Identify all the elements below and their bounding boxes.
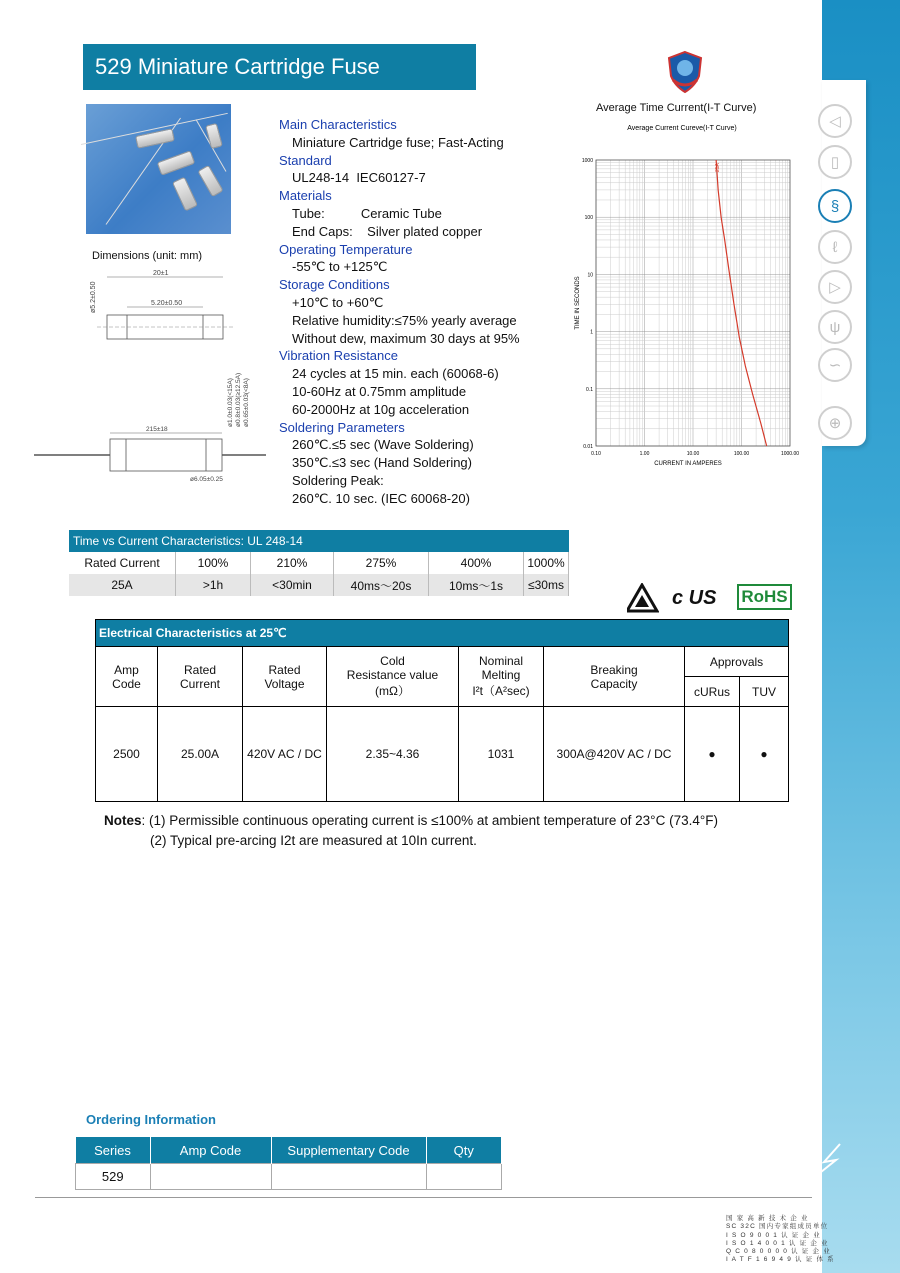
characteristic-heading: Vibration Resistance: [279, 348, 398, 364]
it-curve-chart: [570, 118, 802, 472]
table-cell: <30min: [251, 574, 334, 596]
ordering-cell-series: 529: [76, 1164, 151, 1190]
y-tick-label: 0.01: [583, 444, 593, 450]
characteristic-value: 260℃.≤5 sec (Wave Soldering): [292, 437, 474, 453]
coil-icon: ∽: [818, 348, 852, 382]
lead-diameter-1: ø1.0±0.03(<15A): [227, 378, 234, 427]
note-2: (2) Typical pre-arcing I2t are measured at 10In current.: [150, 833, 477, 848]
ordering-header-supplementary: Supplementary Code: [271, 1137, 426, 1164]
chart-y-axis-label: TIME IN SECONDS: [575, 276, 581, 330]
characteristic-value: +10℃ to +60℃: [292, 294, 384, 310]
header-approvals: Approvals: [685, 647, 789, 677]
ordering-header-series: Series: [76, 1137, 151, 1164]
diameter-label: ø5.2±0.50: [90, 281, 97, 313]
x-tick-label: 1.00: [639, 451, 650, 457]
characteristic-value: Soldering Peak:: [292, 472, 384, 488]
characteristic-value: 24 cycles at 15 min. each (60068-6): [292, 366, 499, 382]
cell-cold-resistance: 2.35~4.36: [327, 707, 459, 802]
axial-diameter-label: ø6.05±0.25: [190, 476, 223, 483]
characteristic-heading: Materials: [279, 188, 332, 204]
y-tick-label: 100: [584, 215, 593, 222]
characteristic-heading: Main Characteristics: [279, 117, 397, 132]
header-nominal-melting: Nominal Melting I²t（A²sec): [459, 647, 544, 707]
footer-line: I S O 1 4 0 0 1 认 证 企 业: [726, 1239, 829, 1247]
ordering-cell-supplementary: [271, 1164, 426, 1190]
header-rated-current: Rated Current: [158, 647, 243, 707]
company-logo: [665, 50, 705, 94]
ordering-table: [75, 1137, 502, 1190]
x-tick-label: 0.10: [591, 451, 601, 457]
dimensions-label: Dimensions (unit: mm): [92, 250, 203, 262]
footer-line: 国 家 高 新 技 术 企 业: [726, 1215, 809, 1222]
note-1: : (1) Permissible continuous operating current is ≤100% at ambient temperature of 23°C (73.4°F): [141, 813, 718, 828]
cell-curus: ●: [685, 707, 740, 802]
characteristic-value: End Caps: Silver plated copper: [292, 223, 483, 239]
footer-line: I A T F 1 6 9 4 9 认 证 体 系: [726, 1256, 835, 1264]
footer-certifications: [726, 1215, 835, 1265]
characteristic-heading: Storage Conditions: [279, 277, 390, 293]
characteristic-value: Without dew, maximum 30 days at 95%: [292, 330, 520, 346]
globe-icon: ⊕: [818, 406, 852, 440]
chart-grid: [596, 160, 790, 446]
table-cell: 275%: [334, 552, 429, 574]
characteristic-value: UL248-14 IEC60127-7: [292, 170, 426, 186]
axial-length-label: 215±18: [146, 426, 168, 433]
table-cell: 1000%: [524, 552, 569, 574]
header-rated-voltage: Rated Voltage: [243, 647, 327, 707]
arrow-icon: ◁: [818, 104, 852, 138]
characteristic-value: Miniature Cartridge fuse; Fast-Acting: [292, 134, 504, 150]
dimension-drawing-cartridge: [85, 265, 240, 350]
chart-x-axis-label: CURRENT IN AMPERES: [654, 461, 722, 467]
table-cell: 100%: [176, 552, 251, 574]
table-cell: 400%: [429, 552, 524, 574]
characteristic-value: Relative humidity:≤75% yearly average: [292, 312, 517, 328]
characteristic-heading: Operating Temperature: [279, 241, 413, 257]
ordering-cell-amp-code: [150, 1164, 271, 1190]
tuv-cert-icon: [627, 583, 659, 613]
header-amp-code: Amp Code: [96, 647, 158, 707]
lead-diameter-3: ø0.65±0.03(<8A): [243, 378, 250, 427]
table-cell: 210%: [251, 552, 334, 574]
characteristic-heading: Standard: [279, 152, 332, 168]
x-tick-label: 100.00: [733, 451, 750, 457]
electrical-table-title: Electrical Characteristics at 25℃: [96, 620, 789, 647]
footer-line: I S O 9 0 0 1 认 证 企 业: [726, 1231, 821, 1239]
chart-title: Average Current Cureve(I-T Curve): [627, 125, 737, 132]
table-cell: Rated Current: [69, 552, 176, 574]
play-icon: ▷: [818, 270, 852, 304]
ordering-title: Ordering Information: [86, 1112, 216, 1127]
y-tick-label: 1000: [581, 158, 593, 164]
cell-tuv: ●: [740, 707, 789, 802]
header-breaking-capacity: Breaking Capacity: [544, 647, 685, 707]
characteristic-value: -55℃ to +125℃: [292, 259, 388, 275]
footer-line: Q C 0 8 0 0 0 0 认 证 企 业: [726, 1248, 831, 1256]
characteristic-value: 350℃.≤3 sec (Hand Soldering): [292, 455, 472, 471]
leaf-icon: ℓ: [818, 230, 852, 264]
characteristic-value: 10-60Hz at 0.75mm amplitude: [292, 383, 467, 399]
product-photo: [86, 104, 231, 234]
dimension-drawing-axial: [30, 365, 275, 490]
ordering-cell-qty: [426, 1164, 502, 1190]
table-cell: 25A: [69, 574, 176, 596]
page-title: 529 Miniature Cartridge Fuse: [83, 44, 476, 90]
header-curus: cURus: [685, 677, 740, 707]
cell-nominal-melting: 1031: [459, 707, 544, 802]
characteristic-value: 60-2000Hz at 10g acceleration: [292, 401, 470, 417]
lead-diameter-2: ø0.8±0.03(≥12.5A): [235, 372, 242, 427]
ordering-header-amp-code: Amp Code: [150, 1137, 271, 1164]
book-icon: ▯: [818, 145, 852, 179]
plant-icon: ψ: [818, 310, 852, 344]
characteristic-value: Tube: Ceramic Tube: [292, 205, 442, 221]
chart-caption: Average Time Current(I-T Curve): [596, 102, 757, 114]
time-current-table-title: Time vs Current Characteristics: UL 248-14: [69, 530, 569, 552]
ul-cert-mark: c US: [672, 587, 717, 609]
notes-label: Notes: [104, 813, 142, 828]
cell-rated-voltage: 420V AC / DC: [243, 707, 327, 802]
characteristic-value: 260℃. 10 sec. (IEC 60068-20): [292, 490, 470, 506]
table-cell: 10ms～1s: [429, 574, 524, 596]
overall-length-label: 20±1: [153, 270, 169, 277]
characteristics-list: [279, 116, 549, 508]
time-current-table: [69, 530, 569, 596]
y-tick-label: 1: [590, 329, 593, 336]
footer-divider: [35, 1197, 812, 1198]
characteristic-heading: Soldering Parameters: [279, 419, 405, 435]
electrical-characteristics-table: [95, 619, 789, 802]
ordering-header-qty: Qty: [426, 1137, 502, 1164]
header-cold-resistance: Cold Resistance value (mΩ）: [327, 647, 459, 707]
cell-amp-code: 2500: [96, 707, 158, 802]
inner-length-label: 5.20±0.50: [151, 300, 183, 307]
table-cell: ≤30ms: [524, 574, 569, 596]
notes: [104, 811, 718, 851]
x-tick-label: 1000.00: [780, 451, 800, 457]
rohs-badge: RoHS: [737, 584, 792, 610]
cell-breaking-capacity: 300A@420V AC / DC: [544, 707, 685, 802]
lightning-icon: [810, 1140, 850, 1180]
y-tick-label: 0.1: [586, 386, 593, 393]
series-label: 25A: [715, 163, 722, 172]
y-tick-label: 10: [587, 272, 593, 279]
table-cell: 40ms～20s: [334, 574, 429, 596]
cell-rated-current: 25.00A: [158, 707, 243, 802]
x-tick-label: 10.00: [686, 451, 700, 457]
table-cell: >1h: [176, 574, 251, 596]
footer-line: SC 32C 国内专家组成员单位: [726, 1223, 829, 1231]
fuse-icon: §: [818, 189, 852, 223]
header-tuv: TUV: [740, 677, 789, 707]
